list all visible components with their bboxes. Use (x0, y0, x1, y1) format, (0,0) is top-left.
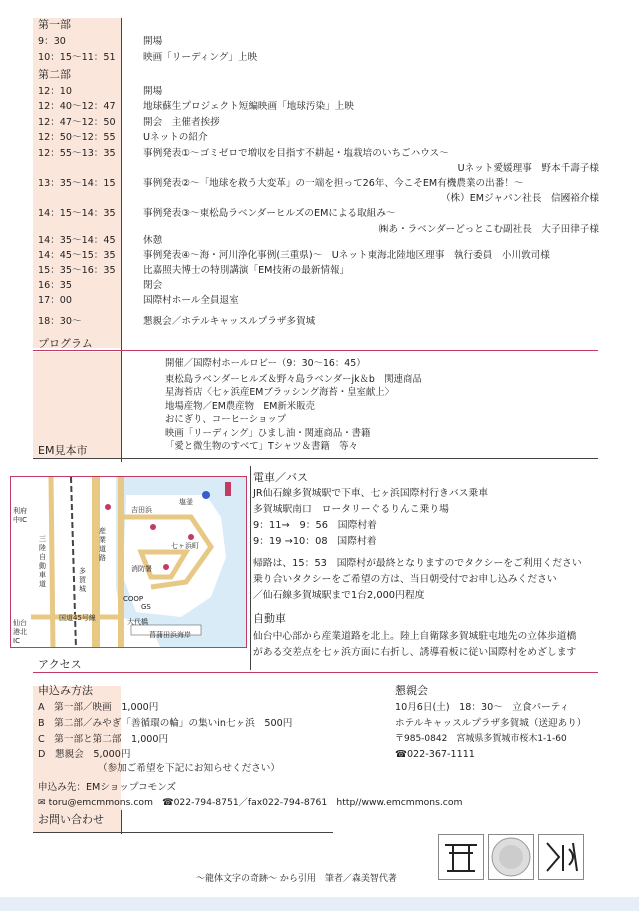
program-rule (33, 350, 598, 351)
credit-line: 〜龍体文字の奇跡〜 から引用 筆者／森美智代著 (196, 874, 397, 884)
map-label-tagajo: 多賀城 (79, 567, 86, 593)
map-label-route45: 国道45号線 (59, 614, 96, 622)
divider-line (121, 352, 122, 462)
schedule-row: 14：35〜14：45 休憩 (38, 235, 163, 246)
footer-band (0, 897, 639, 911)
access-map (10, 476, 247, 648)
schedule-row: 9：30 開場 (38, 36, 163, 47)
map-label-ic2: 仙台港北IC (13, 619, 27, 645)
apply-item: D 懇親会 5,000円 (38, 749, 131, 760)
divider-line (250, 466, 251, 670)
presenter-name: （株）EMジャパン社長 信國裕介様 (440, 193, 599, 204)
market-item: 星海苔店〈七ヶ浜産EMブラッシング海苔・皇室献上〉 (165, 387, 395, 398)
schedule-row: 12：50〜12：55 Uネットの紹介 (38, 132, 208, 143)
apply-item: A 第一部／映画 1,000円 (38, 702, 159, 713)
market-item: おにぎり、コーヒーショップ (165, 414, 287, 425)
apply-note: （参加ご希望を下記にお知らせください） (98, 763, 280, 774)
apply-title: 申込み方法 (38, 684, 93, 697)
train-line: 9：11→ 9：56 国際村着 (253, 520, 377, 531)
schedule-row: 10：15〜11：51 映画「リーディング」上映 (38, 52, 258, 63)
map-label-gs: GS (141, 603, 151, 611)
party-title: 懇親会 (395, 684, 428, 697)
schedule-row: 13：35〜14：15 事例発表②〜「地球を救う大変革」の一端を担って26年、今こそEM有機農業の出番！〜 (38, 178, 524, 189)
map-label-ic1: 利府中IC (13, 507, 27, 524)
presenter-name: ㈱あ・ラベンダーどっとこむ副社長 大子田律子様 (378, 224, 599, 235)
market-item: 地場産物／EM農産物 EM新米販売 (165, 401, 315, 412)
map-label-shobo: 消防署 (131, 565, 152, 573)
schedule-row: 16：35 閉会 (38, 280, 163, 291)
map-label-sanriku: 三陸自動車道 (39, 535, 46, 588)
ryutai-glyph-image (538, 834, 584, 880)
return-note: 帰路は、15：53 国際村が最終となりますのでタクシーをご利用ください (253, 558, 582, 569)
access-label: アクセス (38, 658, 82, 671)
map-label-yoshida: 吉田浜 (131, 506, 152, 514)
car-line: がある交差点を七ヶ浜方面に右折し、誘導看板に従い国際村をめざします (253, 647, 577, 658)
party-line: ホテルキャッスルプラザ多賀城（送迎あり） (395, 718, 587, 729)
train-title: 電車／バス (253, 471, 308, 484)
schedule-row: 12：40〜12：47 地球蘇生プロジェクト短編映画「地球汚染」上映 (38, 101, 354, 112)
train-line: JR仙石線多賀城駅で下車、七ヶ浜国際村行きバス乗車 (253, 488, 489, 499)
presenter-name: Uネット愛媛理事 野本千壽子様 (457, 163, 599, 174)
access-rule (33, 672, 598, 673)
return-note: 乗り合いタクシーをご希望の方は、当日朝受付でお申し込みください (253, 574, 557, 585)
market-item: 東松島ラベンダーヒルズ＆野々島ラベンダーjk＆b 関連商品 (165, 374, 422, 385)
inquiry-label: お問い合わせ (38, 813, 104, 826)
return-note: ／仙石線多賀城駅まで1台2,000円程度 (253, 590, 425, 601)
circle-texture-image (488, 834, 534, 880)
part1-label: 第一部 (38, 18, 71, 31)
apply-item: B 第二部／みやぎ「善循環の輪」の集いin七ヶ浜 500円 (38, 718, 293, 729)
inquiry-rule (33, 832, 333, 833)
train-line: 多賀城駅南口 ロータリーぐるりんこ乗り場 (253, 504, 449, 515)
contact-line[interactable]: ✉ toru@emcmmons.com ☎022-794-8751／fax022-794-8761 http//www.emcmmons.com (38, 797, 463, 808)
map-label-sangyo: 産業道路 (99, 527, 106, 562)
schedule-row: 15：35〜16：35 比嘉照夫博士の特別講演「EM技術の最新情報」 (38, 265, 350, 276)
market-label: EM見本市 (38, 444, 88, 457)
schedule-row: 18：30〜 懇親会／ホテルキャッスルプラザ多賀城 (38, 316, 316, 327)
schedule-row: 12：10 開場 (38, 86, 163, 97)
map-label-coop: COOP (123, 595, 144, 603)
party-line: 10月6日(土) 18：30〜 立食パーティ (395, 702, 570, 713)
map-label-shiogama: 塩釜 (179, 498, 193, 506)
ryutai-glyph-image (438, 834, 484, 880)
market-item: 「愛と微生物のすべて」Tシャツ＆書籍 等々 (165, 441, 358, 452)
car-line: 仙台中心部から産業道路を北上。陸上自衛隊多賀城駐屯地先の立体歩道橋 (253, 631, 577, 642)
part2-label: 第二部 (38, 68, 71, 81)
car-title: 自動車 (253, 612, 286, 625)
market-rule (33, 458, 598, 459)
map-label-shobuta: 菖蒲田浜海岸 (149, 631, 191, 639)
schedule-row: 14：15〜14：35 事例発表③〜東松島ラベンダーヒルズのEMによる取組み〜 (38, 208, 396, 219)
market-title: 開催／国際村ホールロビー（9：30〜16：45） (165, 358, 366, 369)
contact-title: 申込み先：EMショップコモンズ (38, 782, 177, 793)
party-line: ☎022-367-1111 (395, 749, 475, 760)
map-label-daikyo: 大代橋 (127, 618, 148, 626)
program-label: プログラム (38, 337, 93, 350)
train-line: 9：19 →10：08 国際村着 (253, 536, 377, 547)
market-item: 映画「リーディング」ひまし油・関連商品・書籍 (165, 428, 371, 439)
apply-item: C 第一部と第二部 1,000円 (38, 734, 169, 745)
party-line: 〒985-0842 宮城県多賀城市桜木1-1-60 (395, 734, 567, 744)
schedule-row: 17：00 国際村ホール全員退室 (38, 295, 239, 306)
divider-line (121, 810, 122, 834)
schedule-row: 14：45〜15：35 事例発表④〜海・河川浄化事例(三重県)〜 Uネット東海北陸地区理事 執行委員 小川敦司様 (38, 250, 550, 261)
schedule-row: 12：55〜13：35 事例発表①〜ゴミゼロで増収を目指す不耕起・塩栽培のいちごハウス〜 (38, 148, 449, 159)
schedule-row: 12：47〜12：50 開会 主催者挨拶 (38, 117, 220, 128)
map-label-shichigahama: 七ヶ浜町 (171, 542, 199, 550)
